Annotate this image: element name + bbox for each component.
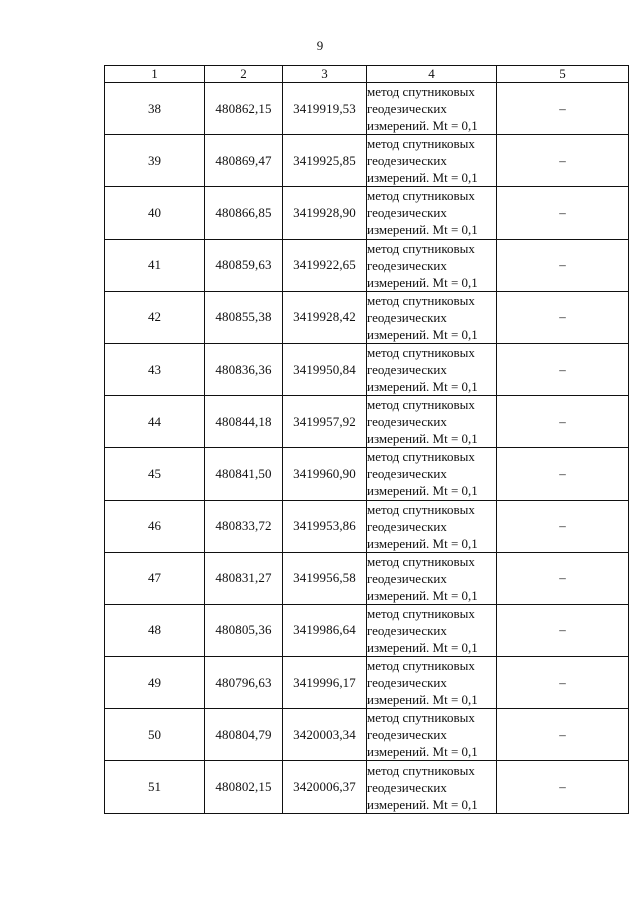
method-line: метод спутниковых: [367, 553, 475, 569]
method-line: геодезических: [367, 570, 447, 586]
method-line: измерений. Mt = 0,1: [367, 170, 478, 186]
point-number-cell: 39: [105, 135, 205, 187]
x-coordinate-cell: 480836,36: [205, 343, 283, 395]
method-line: метод спутниковых: [367, 658, 475, 674]
method-line: геодезических: [367, 727, 447, 743]
method-line: измерений. Mt = 0,1: [367, 744, 478, 760]
method-cell: [367, 552, 497, 604]
point-number-cell: 43: [105, 343, 205, 395]
method-line: геодезических: [367, 205, 447, 221]
table-body: [105, 83, 629, 814]
method-line: геодезических: [367, 362, 447, 378]
table-row: [105, 657, 629, 709]
table-row: [105, 709, 629, 761]
note-cell: –: [497, 83, 629, 135]
table-row: [105, 604, 629, 656]
y-coordinate-cell: 3420003,34: [283, 709, 367, 761]
header-cell-5: 5: [497, 66, 629, 83]
x-coordinate-cell: 480802,15: [205, 761, 283, 813]
method-line: метод спутниковых: [367, 710, 475, 726]
method-line: метод спутниковых: [367, 501, 475, 517]
y-coordinate-cell: 3419986,64: [283, 604, 367, 656]
method-line: геодезических: [367, 309, 447, 325]
note-cell: –: [497, 552, 629, 604]
y-coordinate-cell: 3419922,65: [283, 239, 367, 291]
note-cell: –: [497, 500, 629, 552]
method-cell: [367, 761, 497, 813]
table-header: [105, 66, 629, 83]
table-row: [105, 83, 629, 135]
y-coordinate-cell: 3419960,90: [283, 448, 367, 500]
note-cell: –: [497, 343, 629, 395]
note-cell: –: [497, 657, 629, 709]
method-line: метод спутниковых: [367, 292, 475, 308]
table-row: [105, 761, 629, 813]
method-line: геодезических: [367, 675, 447, 691]
table-row: [105, 396, 629, 448]
method-line: метод спутниковых: [367, 136, 475, 152]
point-number-cell: 38: [105, 83, 205, 135]
y-coordinate-cell: 3419957,92: [283, 396, 367, 448]
method-cell: [367, 500, 497, 552]
method-cell: [367, 709, 497, 761]
method-cell: [367, 448, 497, 500]
y-coordinate-cell: 3419953,86: [283, 500, 367, 552]
method-line: метод спутниковых: [367, 345, 475, 361]
method-line: измерений. Mt = 0,1: [367, 796, 478, 812]
note-cell: –: [497, 604, 629, 656]
table-row: [105, 343, 629, 395]
method-cell: [367, 343, 497, 395]
method-line: геодезических: [367, 466, 447, 482]
y-coordinate-cell: 3419928,90: [283, 187, 367, 239]
method-line: измерений. Mt = 0,1: [367, 274, 478, 290]
table-row: [105, 552, 629, 604]
method-line: геодезических: [367, 622, 447, 638]
point-number-cell: 48: [105, 604, 205, 656]
point-number-cell: 44: [105, 396, 205, 448]
method-line: измерений. Mt = 0,1: [367, 483, 478, 499]
table-row: [105, 135, 629, 187]
method-line: измерений. Mt = 0,1: [367, 535, 478, 551]
x-coordinate-cell: 480859,63: [205, 239, 283, 291]
method-cell: [367, 657, 497, 709]
method-line: измерений. Mt = 0,1: [367, 431, 478, 447]
x-coordinate-cell: 480866,85: [205, 187, 283, 239]
point-number-cell: 46: [105, 500, 205, 552]
method-line: геодезических: [367, 518, 447, 534]
method-cell: [367, 396, 497, 448]
method-line: измерений. Mt = 0,1: [367, 326, 478, 342]
y-coordinate-cell: 3419919,53: [283, 83, 367, 135]
x-coordinate-cell: 480831,27: [205, 552, 283, 604]
method-line: метод спутниковых: [367, 188, 475, 204]
point-number-cell: 47: [105, 552, 205, 604]
header-cell-3: 3: [283, 66, 367, 83]
x-coordinate-cell: 480804,79: [205, 709, 283, 761]
method-line: геодезических: [367, 153, 447, 169]
point-number-cell: 50: [105, 709, 205, 761]
method-line: измерений. Mt = 0,1: [367, 692, 478, 708]
point-number-cell: 49: [105, 657, 205, 709]
note-cell: –: [497, 187, 629, 239]
method-line: геодезических: [367, 779, 447, 795]
method-cell: [367, 291, 497, 343]
header-cell-2: 2: [205, 66, 283, 83]
note-cell: –: [497, 291, 629, 343]
method-line: геодезических: [367, 414, 447, 430]
method-line: метод спутниковых: [367, 397, 475, 413]
method-line: измерений. Mt = 0,1: [367, 222, 478, 238]
y-coordinate-cell: 3419950,84: [283, 343, 367, 395]
method-cell: [367, 187, 497, 239]
x-coordinate-cell: 480855,38: [205, 291, 283, 343]
method-line: измерений. Mt = 0,1: [367, 587, 478, 603]
header-cell-1: 1: [105, 66, 205, 83]
coordinates-table: [104, 65, 629, 814]
method-cell: [367, 83, 497, 135]
note-cell: –: [497, 396, 629, 448]
method-line: геодезических: [367, 101, 447, 117]
note-cell: –: [497, 239, 629, 291]
x-coordinate-cell: 480796,63: [205, 657, 283, 709]
header-row: [105, 66, 629, 83]
y-coordinate-cell: 3419925,85: [283, 135, 367, 187]
note-cell: –: [497, 761, 629, 813]
x-coordinate-cell: 480833,72: [205, 500, 283, 552]
note-cell: –: [497, 709, 629, 761]
method-line: измерений. Mt = 0,1: [367, 639, 478, 655]
x-coordinate-cell: 480844,18: [205, 396, 283, 448]
header-cell-4: 4: [367, 66, 497, 83]
x-coordinate-cell: 480869,47: [205, 135, 283, 187]
table-row: [105, 448, 629, 500]
note-cell: –: [497, 448, 629, 500]
table-row: [105, 187, 629, 239]
y-coordinate-cell: 3420006,37: [283, 761, 367, 813]
method-line: измерений. Mt = 0,1: [367, 118, 478, 134]
method-line: метод спутниковых: [367, 762, 475, 778]
method-line: геодезических: [367, 257, 447, 273]
table-row: [105, 500, 629, 552]
method-line: метод спутниковых: [367, 84, 475, 100]
method-line: измерений. Mt = 0,1: [367, 379, 478, 395]
note-cell: –: [497, 135, 629, 187]
point-number-cell: 41: [105, 239, 205, 291]
point-number-cell: 40: [105, 187, 205, 239]
method-line: метод спутниковых: [367, 240, 475, 256]
x-coordinate-cell: 480805,36: [205, 604, 283, 656]
page-number: 9: [316, 38, 324, 53]
point-number-cell: 42: [105, 291, 205, 343]
y-coordinate-cell: 3419956,58: [283, 552, 367, 604]
x-coordinate-cell: 480862,15: [205, 83, 283, 135]
method-line: метод спутниковых: [367, 605, 475, 621]
point-number-cell: 51: [105, 761, 205, 813]
method-cell: [367, 604, 497, 656]
table-row: [105, 239, 629, 291]
y-coordinate-cell: 3419928,42: [283, 291, 367, 343]
x-coordinate-cell: 480841,50: [205, 448, 283, 500]
point-number-cell: 45: [105, 448, 205, 500]
method-cell: [367, 239, 497, 291]
method-line: метод спутниковых: [367, 449, 475, 465]
table-row: [105, 291, 629, 343]
y-coordinate-cell: 3419996,17: [283, 657, 367, 709]
method-cell: [367, 135, 497, 187]
